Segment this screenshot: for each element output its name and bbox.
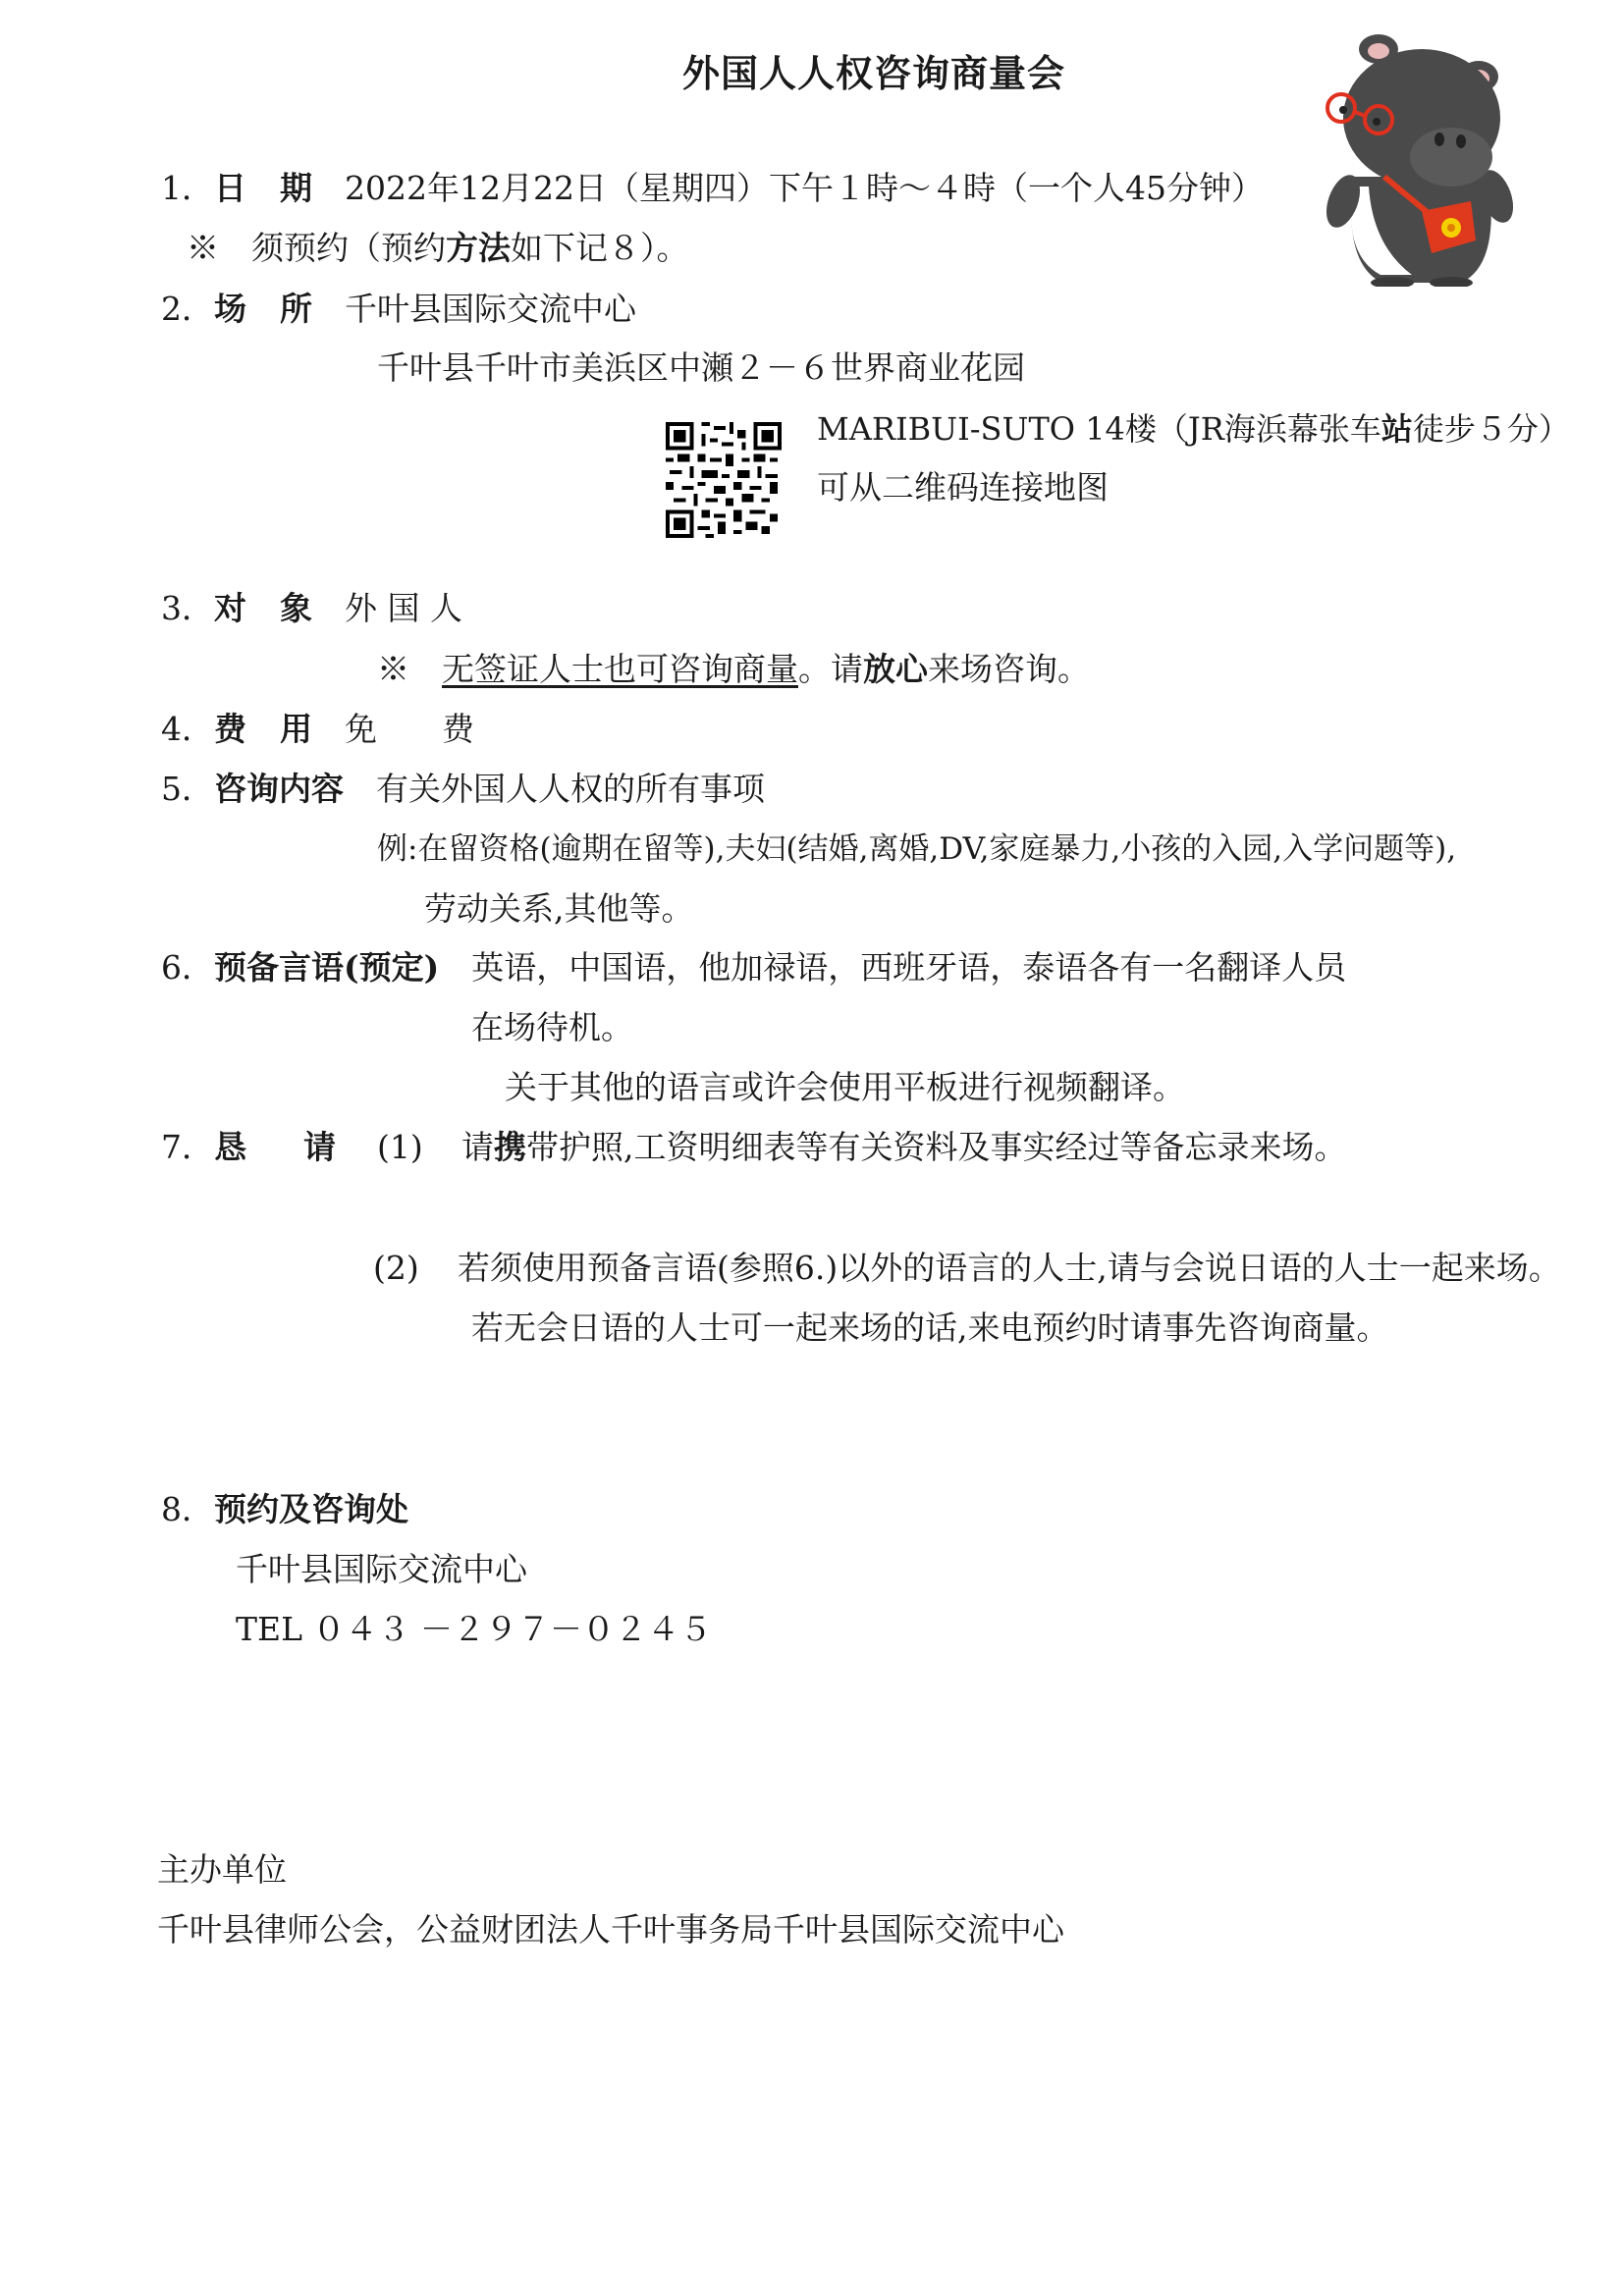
note-mark: ※: [187, 229, 219, 267]
sponsor-text: 千叶县律师公会，公益财团法人千叶事务局千叶县国际交流中心: [157, 1910, 1064, 1949]
date-label-1: 日: [214, 169, 246, 207]
section-2-place: 2．场 所 千叶县国际交流中心: [161, 290, 636, 328]
sponsor-heading: 主办单位: [157, 1850, 287, 1889]
qr-code[interactable]: [666, 422, 782, 538]
visa-note: ※ 无签证人士也可咨询商量。请放心来场咨询。: [377, 650, 1090, 688]
place-address: 千叶县千叶市美浜区中瀬２－６世界商业花园: [377, 348, 1025, 387]
date-text: 2022年12月22日（星期四）下午１時～４時（一个人45分钟）: [345, 169, 1264, 207]
section-4-fee: 4．费 用 免 费: [161, 710, 474, 748]
map-note: 可从二维码连接地图: [817, 468, 1109, 507]
reservation-note: ※ 须预约（预约方法如下记８）。: [187, 229, 689, 267]
target-text: 外 国 人: [345, 589, 462, 627]
language-text-2: 在场待机。: [471, 1008, 633, 1046]
content-text: 有关外国人人权的所有事项: [376, 770, 765, 808]
language-text: 英语，中国语，他加禄语，西班牙语，泰语各有一名翻译人员: [471, 948, 1347, 987]
page-title: 外国人人权咨询商量会: [681, 51, 1065, 95]
place-name: 千叶县国际交流中心: [345, 290, 636, 328]
request-item-2-cont: 若无会日语的人士可一起来场的话,来电预约时请事先咨询商量。: [471, 1308, 1389, 1347]
request-item-2: 若须使用预备言语(参照6.)以外的语言的人士,请与会说日语的人士一起来场。: [458, 1249, 1561, 1287]
section-7-request: 7．恳 请: [161, 1128, 336, 1166]
section-3-target: 3．对 象 外 国 人: [161, 589, 462, 627]
mascot-illustration: [1314, 29, 1516, 287]
fee-text: 免 费: [345, 710, 474, 748]
section-1-date: 1．日 期 2022年12月22日（星期四）下午１時～４時（一个人45分钟）: [161, 169, 1264, 207]
building-info: MARIBUI-SUTO 14楼（JR海浜幕张车站徒步５分）: [817, 410, 1570, 448]
visa-note-underlined: 无签证人士也可咨询商量: [442, 650, 798, 688]
section-5-content: 5．咨询内容 有关外国人人权的所有事项: [161, 770, 765, 808]
request-item-2-mark: (2): [373, 1249, 419, 1287]
date-label-2: 期: [280, 169, 312, 207]
contact-tel[interactable]: TEL ０４３ －２９７－０２４５: [236, 1610, 712, 1648]
section-6-language: 6．预备言语(预定) 英语，中国语，他加禄语，西班牙语，泰语各有一名翻译人员: [161, 948, 1347, 987]
section-8-contact: 8．预约及咨询处: [161, 1490, 408, 1528]
contact-org: 千叶县国际交流中心: [236, 1550, 527, 1588]
request-item-1-mark: (1): [377, 1128, 423, 1166]
request-item-1: 请携带护照,工资明细表等有关资料及事实经过等备忘录来场。: [461, 1128, 1347, 1166]
content-example-2: 劳动关系,其他等。: [424, 889, 694, 928]
content-example-1: 例:在留资格(逾期在留等),夫妇(结婚,离婚,DV,家庭暴力,小孩的入园,入学问题等),: [377, 831, 1457, 867]
language-text-3: 关于其他的语言或许会使用平板进行视频翻译。: [505, 1068, 1185, 1106]
